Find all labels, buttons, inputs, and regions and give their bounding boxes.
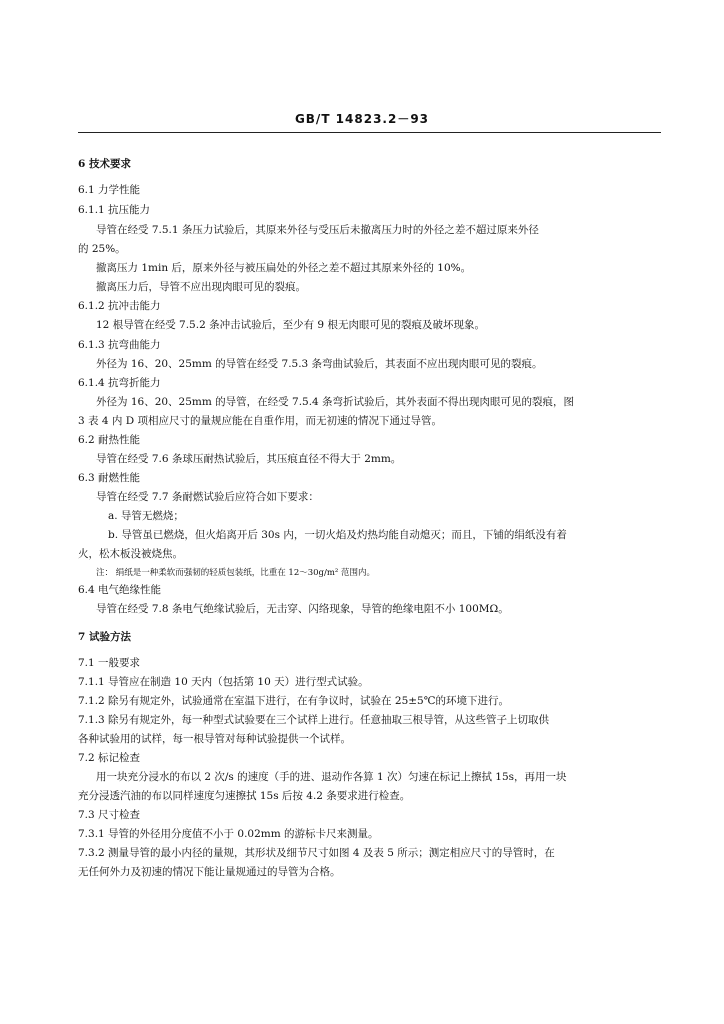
paragraph-line: 导管在经受 7.7 条耐燃试验后应符合如下要求：: [96, 491, 319, 503]
paragraph-line: 充分浸透汽油的布以同样速度匀速擦拭 15s 后按 4.2 条要求进行检查。: [78, 790, 411, 802]
section-heading: 7.1.2 除另有规定外，试验通常在室温下进行，在有争议时，试验在 25±5℃的环境下进行。: [78, 695, 509, 707]
section-heading: 7.2 标记检查: [78, 752, 141, 764]
section-heading: 6 技术要求: [78, 158, 131, 170]
paragraph-line: 火，松木板没被烧焦。: [78, 548, 183, 560]
note-text: 注： 绢纸是一种柔软而强韧的轻质包装纸，比重在 12～30g/m² 范围内。: [96, 568, 376, 578]
paragraph-line: 用一块充分浸水的布以 2 次/s 的速度（手的进、退动作各算 1 次）匀速在标记上擦拭 15s，再用一块: [96, 771, 567, 783]
paragraph-line: 导管在经受 7.6 条球压耐热试验后，其压痕直径不得大于 2mm。: [96, 453, 402, 465]
paragraph-line: 导管在经受 7.5.1 条压力试验后，其原来外径与受压后未撤离压力时的外径之差不超过原来外径: [96, 224, 539, 236]
section-heading: 7.3 尺寸检查: [78, 809, 141, 821]
paragraph-line: 各种试验用的试样，每一根导管对每种试验提供一个试样。: [78, 733, 351, 745]
paragraph-line: 12 根导管在经受 7.5.2 条冲击试验后，至少有 9 根无肉眼可见的裂痕及破坏现象。: [96, 319, 485, 331]
paragraph-line: 撤离压力 1min 后，原来外径与被压扁处的外径之差不超过其原来外径的 10%。: [96, 262, 472, 274]
section-heading: 6.1.2 抗冲击能力: [78, 300, 161, 312]
header-rule: [78, 132, 661, 133]
paragraph-line: 3 表 4 内 D 项相应尺寸的量规应能在自重作用，而无初速的情况下通过导管。: [78, 415, 442, 427]
section-heading: 6.2 耐热性能: [78, 434, 141, 446]
paragraph-line: 外径为 16、20、25mm 的导管在经受 7.5.3 条弯曲试验后，其表面不应出现肉眼可见的裂痕。: [96, 358, 543, 370]
paragraph-line: b. 导管虽已燃烧，但火焰离开后 30s 内，一切火焰及灼热均能自动熄灭；而且，下铺的绢纸没有着: [108, 529, 567, 541]
section-heading: 6.1.4 抗弯折能力: [78, 377, 161, 389]
section-heading: 7.1.1 导管应在制造 10 天内（包括第 10 天）进行型式试验。: [78, 676, 369, 688]
section-heading: 7.1.3 除另有规定外，每一种型式试验要在三个试样上进行。任意抽取三根导管，从这些管子上切取供: [78, 714, 550, 726]
paragraph-line: a. 导管无燃烧；: [108, 510, 184, 522]
standard-number-header: GB/T 14823.2－93: [294, 112, 430, 126]
paragraph-line: 的 25%。: [78, 243, 126, 255]
section-heading: 6.4 电气绝缘性能: [78, 584, 162, 596]
paragraph-line: 外径为 16、20、25mm 的导管，在经受 7.5.4 条弯折试验后，其外表面不得出现肉眼可见的裂痕，图: [96, 396, 575, 408]
section-heading: 7.1 一般要求: [78, 657, 141, 669]
section-heading: 7 试验方法: [78, 631, 131, 643]
paragraph-line: 无任何外力及初速的情况下能让量规通过的导管为合格。: [78, 866, 341, 878]
paragraph-line: 撤离压力后，导管不应出现肉眼可见的裂痕。: [96, 281, 306, 293]
section-heading: 6.1.3 抗弯曲能力: [78, 339, 161, 351]
section-heading: 6.3 耐燃性能: [78, 472, 141, 484]
section-heading: 7.3.1 导管的外径用分度值不小于 0.02mm 的游标卡尺来测量。: [78, 828, 379, 840]
section-heading: 6.1.1 抗压能力: [78, 204, 151, 216]
paragraph-line: 导管在经受 7.8 条电气绝缘试验后，无击穿、闪络现象，导管的绝缘电阻不小 100MΩ。: [96, 603, 509, 615]
section-heading: 6.1 力学性能: [78, 184, 141, 196]
section-heading: 7.3.2 测量导管的最小内径的量规，其形状及细节尺寸如图 4 及表 5 所示；测定相应尺寸的导管时，在: [78, 847, 555, 859]
